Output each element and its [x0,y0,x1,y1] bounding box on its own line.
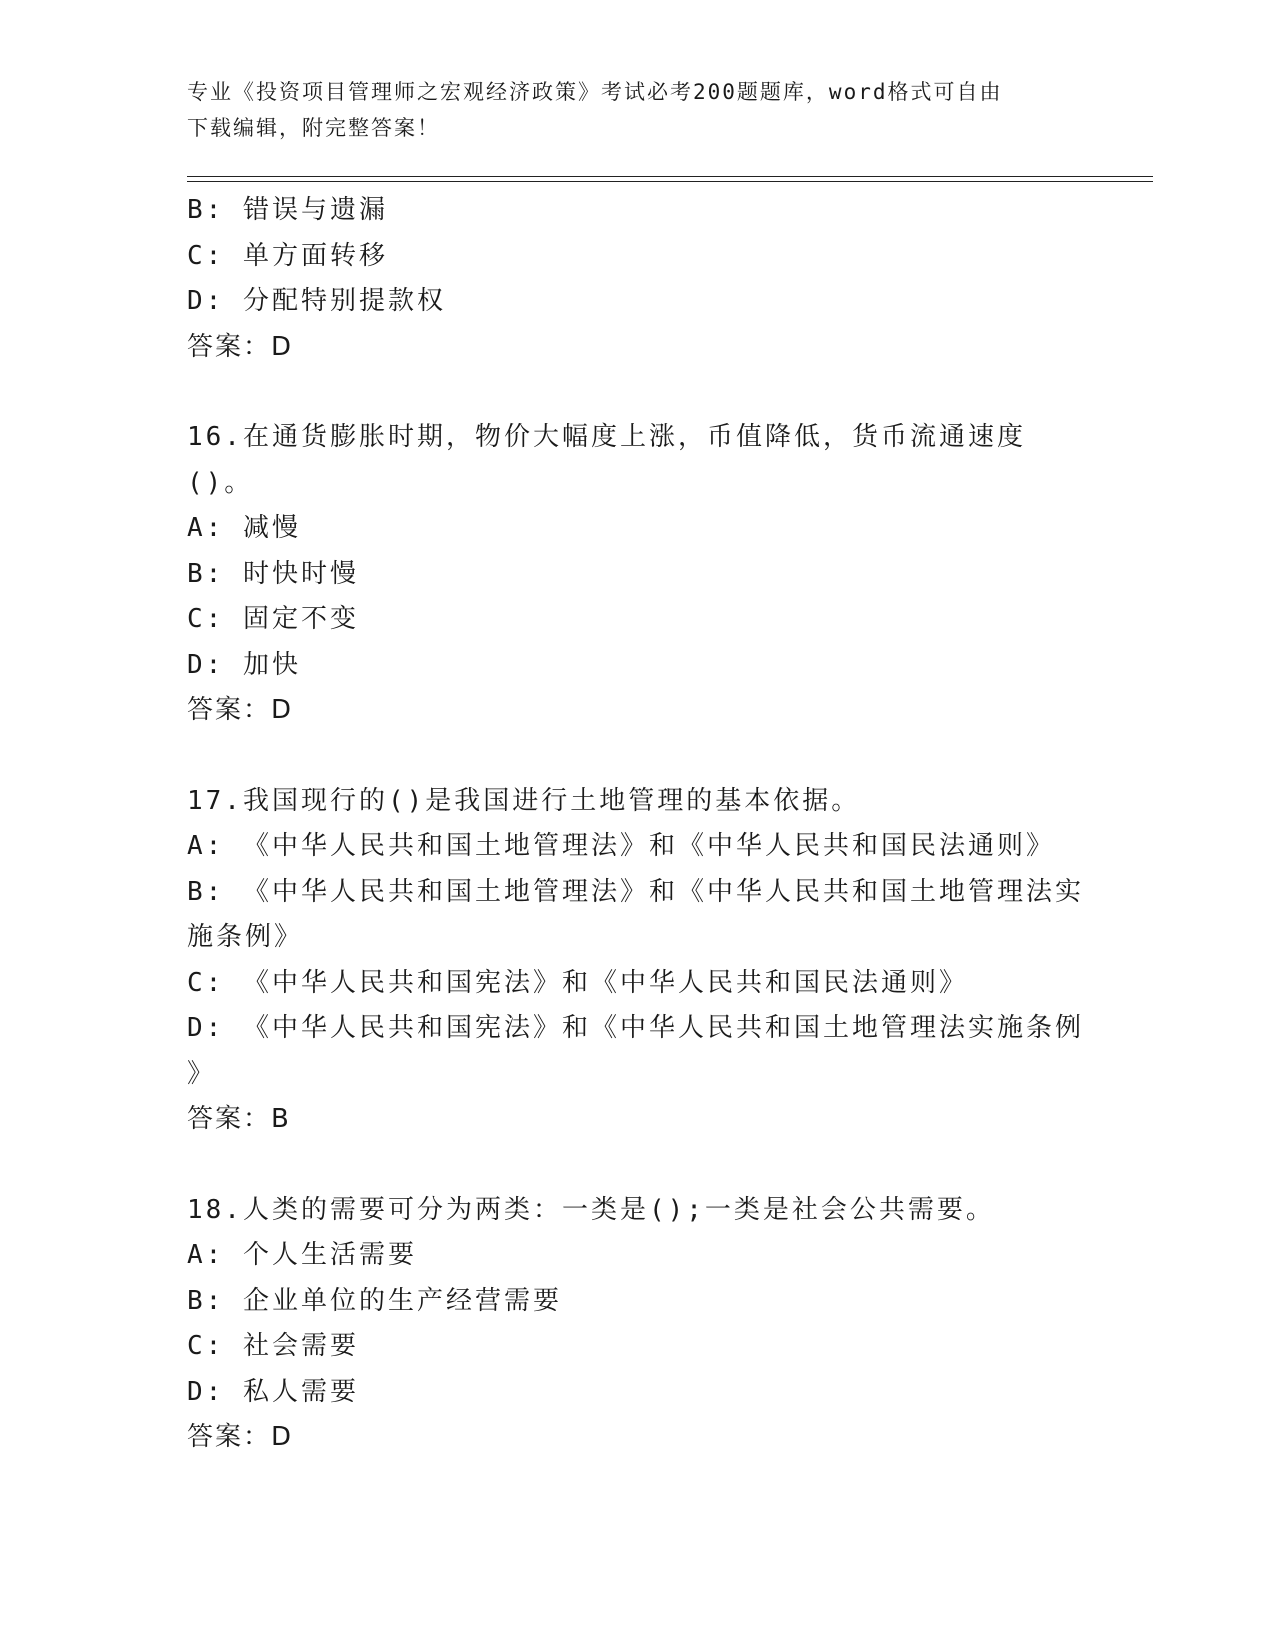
answer: 答案：B [187,1104,291,1134]
option-a: A: 减慢 [187,513,301,543]
header-rule-bottom [187,181,1153,182]
option-a: A: 个人生活需要 [187,1240,417,1270]
document-header [187,74,1067,146]
question-15-tail [187,188,1087,370]
option-d: D: 私人需要 [187,1376,359,1407]
spacer [187,370,1087,415]
question-stem: 18.人类的需要可分为两类：一类是();一类是社会公共需要。 [187,1194,995,1225]
option-a: A: 《中华人民共和国土地管理法》和《中华人民共和国民法通则》 [187,831,1055,861]
question-stem: 17.我国现行的()是我国进行土地管理的基本依据。 [187,785,861,816]
question-stem: 16.在通货膨胀时期，物价大幅度上涨，币值降低，货币流通速度()。 [187,422,1026,498]
answer: 答案：D [187,1422,294,1452]
question-16 [187,415,1087,734]
option-c: C: 单方面转移 [187,240,388,271]
option-d-line-2: 》 [187,1058,217,1089]
option-c: C: 固定不变 [187,604,359,634]
question-17 [187,779,1087,1143]
option-b-line-1: B: 《中华人民共和国土地管理法》和《中华人民共和国土地管理法实 [187,876,1084,907]
option-d-line-1: D: 《中华人民共和国宪法》和《中华人民共和国土地管理法实施条例 [187,1013,1084,1043]
spacer [187,1143,1087,1188]
option-b: B: 错误与遗漏 [187,195,388,225]
spacer [187,734,1087,779]
header-line-2: 下载编辑，附完整答案！ [187,116,440,140]
answer: 答案：D [187,331,294,362]
header-rule-top [187,176,1153,177]
option-b-line-2: 施条例》 [187,922,304,952]
option-c: C: 《中华人民共和国宪法》和《中华人民共和国民法通则》 [187,967,968,998]
option-c: C: 社会需要 [187,1331,359,1361]
answer: 答案：D [187,695,294,725]
question-list [187,188,1087,1461]
option-b: B: 时快时慢 [187,558,359,589]
option-d: D: 加快 [187,649,301,680]
header-line-1: 专业《投资项目管理师之宏观经济政策》考试必考200题题库，word格式可自由 [187,80,1003,104]
option-b: B: 企业单位的生产经营需要 [187,1285,562,1316]
option-d: D: 分配特别提款权 [187,286,446,316]
question-18 [187,1188,1087,1461]
